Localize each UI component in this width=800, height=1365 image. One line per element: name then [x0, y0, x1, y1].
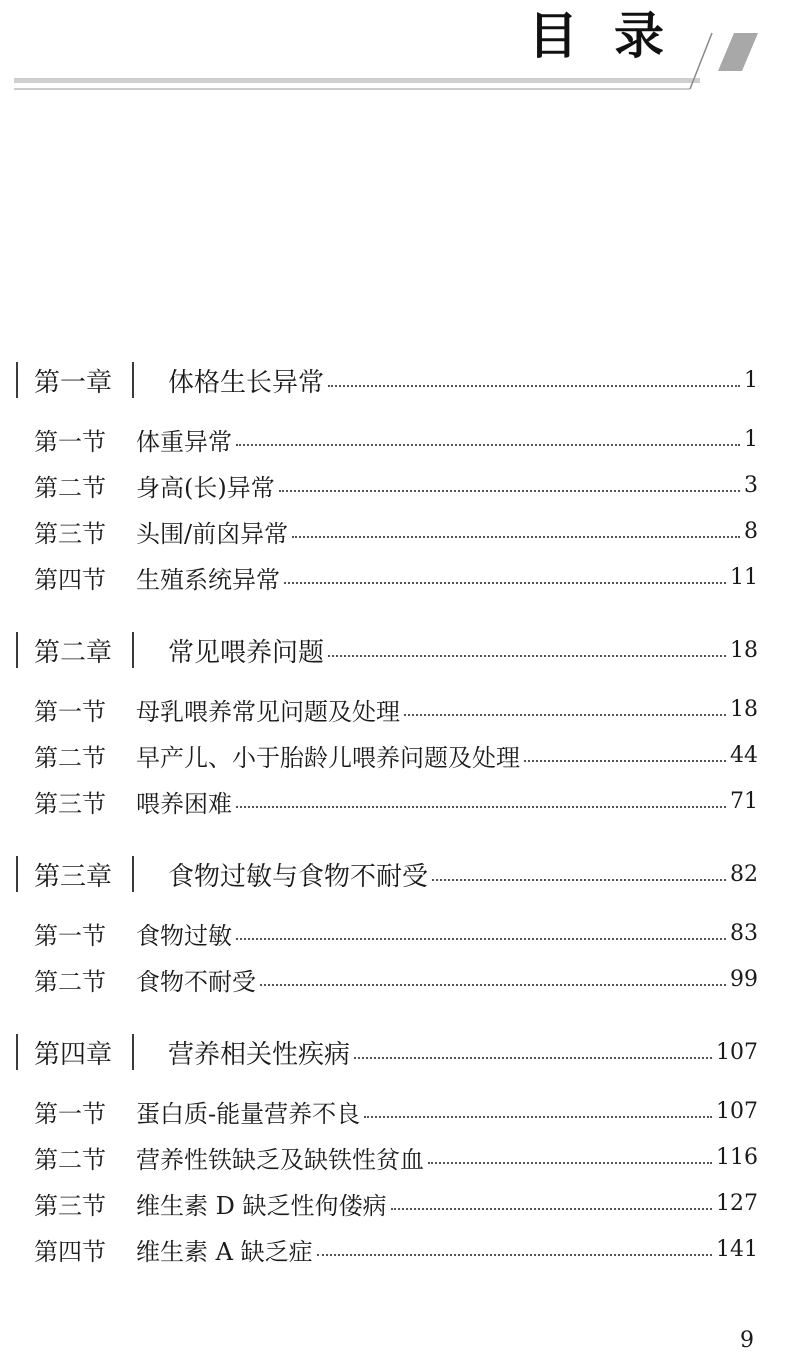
- section-entry[interactable]: [16, 1226, 758, 1272]
- page-title: 目录: [528, 7, 700, 65]
- section-label: 第二节: [34, 1145, 106, 1174]
- section-entry[interactable]: [16, 910, 758, 956]
- chapter-title: 营养相关性疾病: [168, 1039, 351, 1070]
- section-list: [16, 910, 758, 1002]
- section-page: 71: [730, 788, 758, 814]
- section-title: 喂养困难: [136, 789, 232, 818]
- chapter-bar-right: [132, 1034, 134, 1070]
- section-label: 第一节: [34, 1099, 106, 1128]
- header-parallelogram: [718, 33, 758, 71]
- leader-dots: [328, 655, 726, 657]
- leader-dots: [260, 984, 726, 986]
- section-label: 第四节: [34, 565, 106, 594]
- section-label: 第四节: [34, 1237, 106, 1266]
- section-list: [16, 686, 758, 824]
- leader-dots: [328, 385, 740, 387]
- section-page: 1: [744, 426, 758, 452]
- leader-dots: [428, 1162, 712, 1164]
- leader-dots: [236, 938, 726, 940]
- section-entry[interactable]: [16, 778, 758, 824]
- section-page: 3: [744, 472, 758, 498]
- chapter-entry[interactable]: [16, 356, 758, 404]
- section-page: 141: [716, 1236, 758, 1262]
- section-page: 18: [730, 696, 758, 722]
- section-label: 第二节: [34, 967, 106, 996]
- leader-dots: [391, 1208, 713, 1210]
- chapter-label: 第二章: [34, 637, 113, 668]
- leader-dots: [317, 1254, 712, 1256]
- leader-dots: [236, 806, 726, 808]
- section-label: 第一节: [34, 697, 106, 726]
- chapter-entry[interactable]: [16, 1028, 758, 1076]
- chapter-title: 常见喂养问题: [168, 637, 325, 668]
- leader-dots: [404, 714, 726, 716]
- section-page: 83: [730, 920, 758, 946]
- header-rule-bar: [14, 78, 700, 83]
- section-title: 早产儿、小于胎龄儿喂养问题及处理: [136, 743, 520, 772]
- section-entry[interactable]: [16, 1088, 758, 1134]
- leader-dots: [364, 1116, 712, 1118]
- page-number: 9: [740, 1328, 754, 1353]
- header-rule-slant: [690, 33, 712, 89]
- section-entry[interactable]: [16, 732, 758, 778]
- chapter-entry[interactable]: [16, 850, 758, 898]
- chapter-bar-left: [16, 362, 18, 398]
- section-label: 第二节: [34, 743, 106, 772]
- chapter-label: 第四章: [34, 1039, 113, 1070]
- section-title: 维生素 A 缺乏症: [136, 1237, 313, 1266]
- section-list: [16, 1088, 758, 1272]
- section-label: 第二节: [34, 473, 106, 502]
- section-entry[interactable]: [16, 1134, 758, 1180]
- section-title: 身高(长)异常: [136, 473, 275, 502]
- chapter-title: 体格生长异常: [168, 367, 325, 398]
- chapter-bar-right: [132, 362, 134, 398]
- section-page: 8: [744, 518, 758, 544]
- section-entry[interactable]: [16, 956, 758, 1002]
- section-title: 母乳喂养常见问题及处理: [136, 697, 400, 726]
- section-entry[interactable]: [16, 686, 758, 732]
- section-title: 维生素 D 缺乏性佝偻病: [136, 1191, 387, 1220]
- section-title: 体重异常: [136, 427, 232, 456]
- leader-dots: [292, 536, 740, 538]
- leader-dots: [279, 490, 740, 492]
- leader-dots: [524, 760, 726, 762]
- section-entry[interactable]: [16, 416, 758, 462]
- section-label: 第三节: [34, 1191, 106, 1220]
- section-page: 44: [730, 742, 758, 768]
- section-page: 116: [716, 1144, 758, 1170]
- leader-dots: [236, 444, 740, 446]
- section-label: 第一节: [34, 427, 106, 456]
- section-title: 蛋白质-能量营养不良: [136, 1099, 361, 1128]
- section-entry[interactable]: [16, 554, 758, 600]
- chapter-bar-left: [16, 632, 18, 668]
- chapter-label: 第一章: [34, 367, 113, 398]
- chapter-label: 第三章: [34, 861, 113, 892]
- chapter-block: [16, 356, 758, 600]
- chapter-block: [16, 1028, 758, 1272]
- section-entry[interactable]: [16, 462, 758, 508]
- leader-dots: [354, 1057, 712, 1059]
- chapter-bar-right: [132, 856, 134, 892]
- section-title: 头围/前囟异常: [136, 519, 289, 548]
- section-page: 11: [730, 564, 758, 590]
- chapter-title: 食物过敏与食物不耐受: [168, 861, 429, 892]
- header-rule-graphic: [0, 0, 800, 100]
- section-label: 第三节: [34, 519, 106, 548]
- chapter-page: 18: [730, 637, 758, 663]
- section-page: 99: [730, 966, 758, 992]
- section-page: 127: [716, 1190, 758, 1216]
- chapter-page: 107: [716, 1039, 758, 1065]
- section-title: 生殖系统异常: [136, 565, 280, 594]
- chapter-bar-left: [16, 856, 18, 892]
- section-label: 第三节: [34, 789, 106, 818]
- section-title: 食物不耐受: [136, 967, 256, 996]
- section-entry[interactable]: [16, 1180, 758, 1226]
- chapter-entry[interactable]: [16, 626, 758, 674]
- section-list: [16, 416, 758, 600]
- chapter-bar-right: [132, 632, 134, 668]
- leader-dots: [432, 879, 726, 881]
- section-page: 107: [716, 1098, 758, 1124]
- table-of-contents: [16, 356, 758, 1298]
- leader-dots: [284, 582, 726, 584]
- chapter-bar-left: [16, 1034, 18, 1070]
- chapter-block: [16, 626, 758, 824]
- chapter-page: 1: [744, 367, 758, 393]
- page-header: [0, 0, 800, 100]
- chapter-block: [16, 850, 758, 1002]
- section-title: 营养性铁缺乏及缺铁性贫血: [136, 1145, 424, 1174]
- section-label: 第一节: [34, 921, 106, 950]
- section-title: 食物过敏: [136, 921, 232, 950]
- chapter-page: 82: [730, 861, 758, 887]
- section-entry[interactable]: [16, 508, 758, 554]
